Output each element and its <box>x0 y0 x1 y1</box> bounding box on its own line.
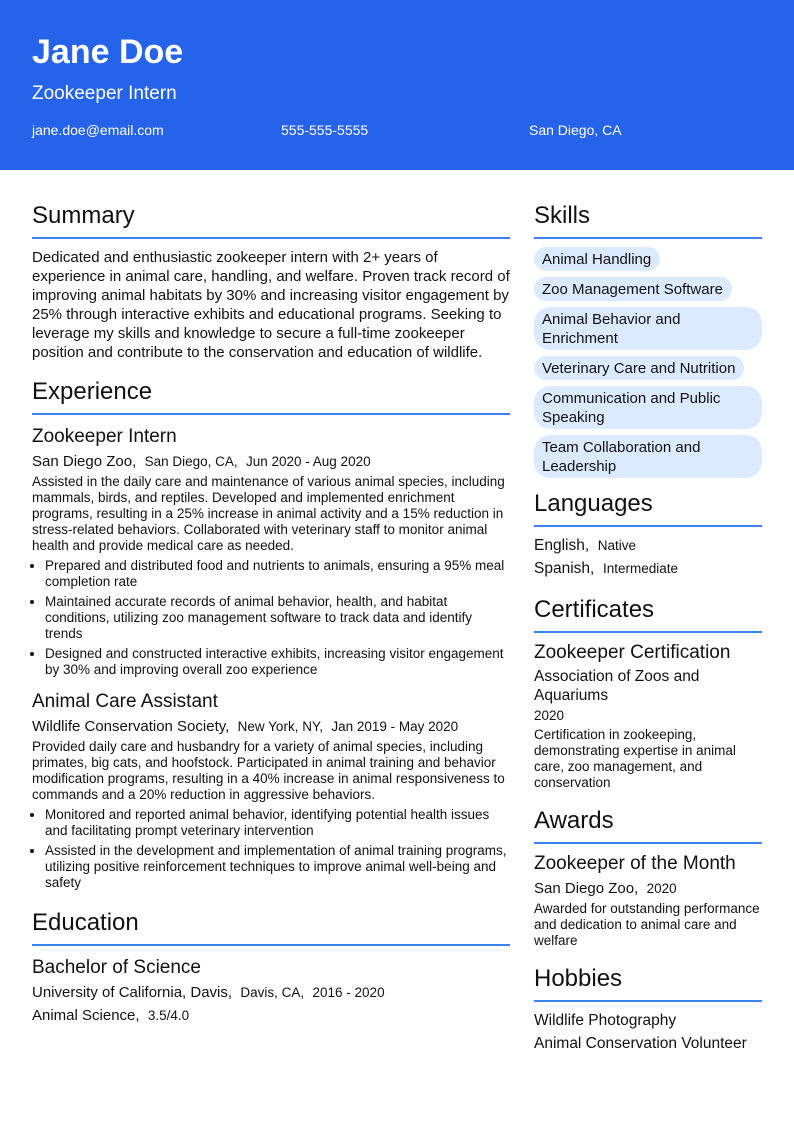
language-row <box>534 534 762 557</box>
right-column <box>534 200 762 1055</box>
job-description: Assisted in the daily care and maintenance of various animal species, including mammals, birds, and reptiles. Developed and implemented enrichment programs, resulting in a 25% increase in animal activity and a 15% reduction in stress-related behaviors. Collaborated with veterinary staff to monitor animal health and provide medical care as needed. <box>32 474 505 553</box>
certificate-year: 2020 <box>534 708 565 723</box>
summary-text: Dedicated and enthusiastic zookeeper intern with 2+ years of experience in animal care, handling, and welfare. Proven track record of improving animal habitats by 30% and increasing visitor engagement by 25% through interactive exhibits and educational programs. Seeking to leverage my skills and knowledge to secure a full-time zookeeper position and contribute to the conservation and education of wildlife. <box>32 249 510 361</box>
major-line <box>32 1005 510 1026</box>
education-dates: 2016 - 2020 <box>312 985 385 1000</box>
certificate-entry <box>534 641 762 791</box>
job-meta <box>32 451 510 472</box>
job-meta <box>32 716 510 737</box>
language-level: Native <box>597 538 637 553</box>
experience-entry <box>32 425 510 678</box>
language-row <box>534 557 762 580</box>
job-location: New York, NY, <box>237 719 323 734</box>
job-bullets <box>32 807 510 891</box>
language-name: English, <box>534 537 590 554</box>
experience-entry <box>32 690 510 891</box>
award-year: 2020 <box>646 881 677 896</box>
language-level: Intermediate <box>602 561 678 576</box>
skill-pill: Animal Behavior and Enrichment <box>534 307 762 350</box>
language-name: Spanish, <box>534 560 595 577</box>
job-location: San Diego, CA, <box>144 454 238 469</box>
education-entry <box>32 956 510 1026</box>
school: University of California, Davis, <box>32 984 233 1001</box>
contact-phone: 555-555-5555 <box>281 122 369 138</box>
candidate-title: Zookeeper Intern <box>32 83 177 104</box>
job-org: Wildlife Conservation Society, <box>32 718 230 735</box>
hobbies-heading: Hobbies <box>534 963 762 1002</box>
award-description: Awarded for outstanding performance and dedication to animal care and welfare <box>534 901 760 948</box>
major: Animal Science, <box>32 1007 140 1024</box>
contact-location: San Diego, CA <box>529 122 622 138</box>
job-dates: Jun 2020 - Aug 2020 <box>245 454 371 469</box>
job-title: Animal Care Assistant <box>32 691 218 712</box>
certificate-description: Certification in zookeeping, demonstrating expertise in animal care, zoo management, and conservation <box>534 727 736 790</box>
award-title: Zookeeper of the Month <box>534 853 736 874</box>
languages-heading: Languages <box>534 488 762 527</box>
job-dates: Jan 2019 - May 2020 <box>331 719 459 734</box>
skills-list <box>534 247 762 478</box>
candidate-name: Jane Doe <box>32 33 184 71</box>
education-meta <box>32 982 510 1003</box>
certificate-title: Zookeeper Certification <box>534 642 731 663</box>
skills-heading: Skills <box>534 200 762 239</box>
hobby-item: Animal Conservation Volunteer <box>534 1035 747 1052</box>
award-meta <box>534 878 762 899</box>
job-title: Zookeeper Intern <box>32 426 177 447</box>
job-bullet: • Designed and constructed interactive exhibits, increasing visitor engagement by 30% and improving overall zoo experience <box>45 646 510 678</box>
degree: Bachelor of Science <box>32 957 201 978</box>
skill-pill: Animal Handling <box>534 247 660 271</box>
job-bullets <box>32 558 510 678</box>
left-column <box>32 200 510 1026</box>
awards-heading: Awards <box>534 805 762 844</box>
summary-heading: Summary <box>32 200 510 239</box>
gpa: 3.5/4.0 <box>147 1008 190 1023</box>
job-description: Provided daily care and husbandry for a variety of animal species, including primates, big cats, and hoofstock. Participated in animal training and behavior modification programs, resulting in a 40% increase in animal responsiveness to commands and a 20% reduction in aggressive behaviors. <box>32 739 505 802</box>
certificates-heading: Certificates <box>534 594 762 633</box>
certificate-org: Association of Zoos and Aquariums <box>534 668 700 704</box>
skill-pill: Veterinary Care and Nutrition <box>534 356 744 380</box>
education-heading: Education <box>32 907 510 946</box>
experience-heading: Experience <box>32 376 510 415</box>
resume-header <box>0 0 794 170</box>
job-bullet: • Maintained accurate records of animal behavior, health, and habitat conditions, utilizing zoo management software to track data and identify trends <box>45 594 510 642</box>
school-location: Davis, CA, <box>240 985 305 1000</box>
award-entry <box>534 852 762 949</box>
hobby-item: Wildlife Photography <box>534 1012 677 1029</box>
skill-pill: Communication and Public Speaking <box>534 386 762 429</box>
job-bullet: • Prepared and distributed food and nutrients to animals, ensuring a 95% meal completion rate <box>45 558 510 590</box>
job-bullet: • Assisted in the development and implementation of animal training programs, utilizing positive reinforcement techniques to improve animal well-being and safety <box>45 843 510 891</box>
skill-pill: Zoo Management Software <box>534 277 732 301</box>
skill-pill: Team Collaboration and Leadership <box>534 435 762 478</box>
languages-list <box>534 534 762 580</box>
hobbies-list <box>534 1009 762 1055</box>
award-org: San Diego Zoo, <box>534 880 639 897</box>
job-bullet: • Monitored and reported animal behavior, identifying potential health issues and facilitating prompt veterinary intervention <box>45 807 510 839</box>
job-org: San Diego Zoo, <box>32 453 137 470</box>
contact-email: jane.doe@email.com <box>32 122 164 138</box>
